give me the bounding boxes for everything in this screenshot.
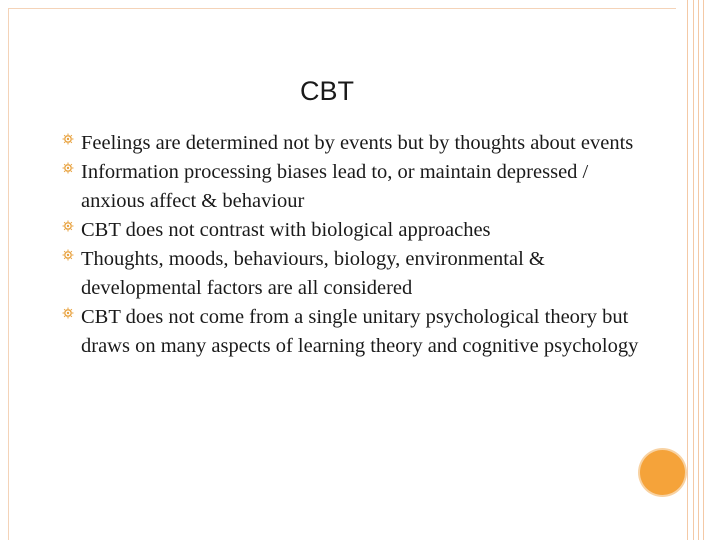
right-border-line xyxy=(698,0,699,540)
bullet-text: Thoughts, moods, behaviours, biology, environmental & developmental factors are all considered xyxy=(81,248,545,299)
bullet-item xyxy=(62,216,642,245)
right-border-line xyxy=(693,0,694,540)
bullet-text: CBT does not come from a single unitary psychological theory but draws on many aspects of learning theory and cognitive psychology xyxy=(81,306,639,357)
bullet-text: CBT does not contrast with biological approaches xyxy=(81,219,491,241)
right-border-line xyxy=(703,0,704,540)
decorative-circle xyxy=(640,450,685,495)
bullet-sun-icon xyxy=(62,133,74,145)
slide-title: CBT xyxy=(300,76,354,106)
bullet-list xyxy=(62,129,642,361)
bullet-item xyxy=(62,245,642,303)
right-border-line xyxy=(687,0,688,540)
bullet-sun-icon xyxy=(62,162,74,174)
bullet-text: Information processing biases lead to, or maintain depressed / anxious affect & behaviour xyxy=(81,161,589,212)
bullet-sun-icon xyxy=(62,307,74,319)
bullet-item xyxy=(62,158,642,216)
bullet-sun-icon xyxy=(62,249,74,261)
bullet-sun-icon xyxy=(62,220,74,232)
bullet-item xyxy=(62,303,642,361)
bullet-text: Feelings are determined not by events but by thoughts about events xyxy=(81,132,634,154)
bullet-item xyxy=(62,129,642,158)
